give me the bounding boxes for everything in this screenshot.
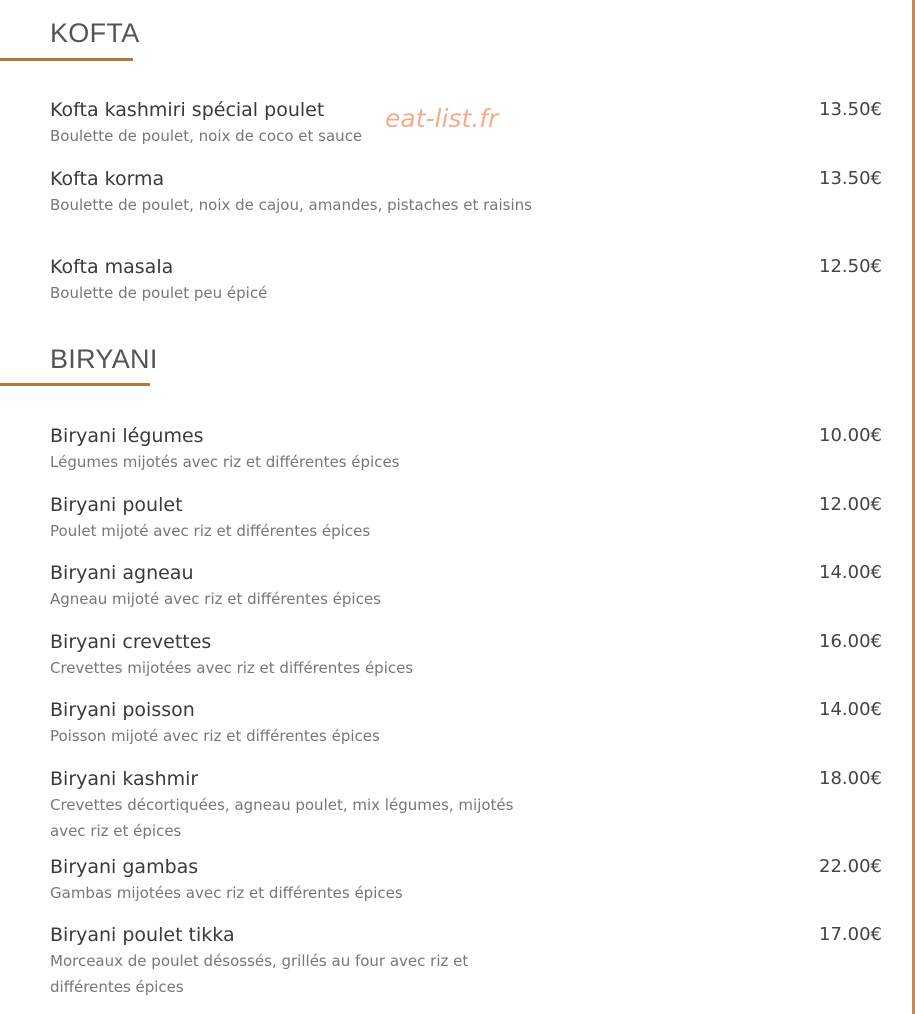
item-description: Boulette de poulet, noix de coco et sauce	[50, 127, 363, 145]
item-price: 17.00€	[819, 924, 882, 945]
item-name: Biryani kashmir	[50, 768, 199, 790]
item-price: 10.00€	[819, 425, 882, 446]
section-underline	[0, 383, 150, 386]
item-name: Biryani crevettes	[50, 631, 212, 653]
item-description: Poisson mijoté avec riz et différentes épices	[50, 727, 380, 745]
item-price: 13.50€	[819, 99, 882, 120]
item-price: 14.00€	[819, 699, 882, 720]
item-description: Boulette de poulet peu épicé	[50, 284, 268, 302]
item-price: 14.00€	[819, 562, 882, 583]
section-biryani	[0, 343, 915, 1008]
item-name: Biryani agneau	[50, 562, 194, 584]
item-name: Kofta masala	[50, 256, 174, 278]
item-description: Poulet mijoté avec riz et différentes épices	[50, 522, 371, 540]
item-name: Biryani poisson	[50, 699, 195, 721]
item-price: 12.50€	[819, 256, 882, 277]
item-name: Biryani légumes	[50, 425, 204, 447]
section-underline	[0, 58, 133, 61]
section-title: BIRYANI	[50, 344, 158, 374]
item-description: Crevettes décortiquées, agneau poulet, mix légumes, mijotés avec riz et épices	[50, 796, 514, 840]
item-price: 22.00€	[819, 856, 882, 877]
item-price: 18.00€	[819, 768, 882, 789]
item-description: Crevettes mijotées avec riz et différentes épices	[50, 659, 414, 677]
item-name: Biryani poulet	[50, 494, 183, 516]
section-kofta	[0, 17, 915, 317]
item-price: 13.50€	[819, 168, 882, 189]
item-name: Biryani gambas	[50, 856, 199, 878]
item-description: Morceaux de poulet désossés, grillés au four avec riz et différentes épices	[50, 952, 469, 996]
item-description: Gambas mijotées avec riz et différentes épices	[50, 884, 403, 902]
item-description: Boulette de poulet, noix de cajou, amandes, pistaches et raisins	[50, 196, 532, 214]
item-name: Biryani poulet tikka	[50, 924, 235, 946]
item-price: 16.00€	[819, 631, 882, 652]
item-name: Kofta korma	[50, 168, 165, 190]
item-name: Kofta kashmiri spécial poulet	[50, 99, 325, 121]
item-description: Agneau mijoté avec riz et différentes épices	[50, 590, 381, 608]
watermark-logo: eat-list.fr	[385, 104, 499, 133]
section-title: KOFTA	[50, 18, 140, 48]
item-description: Légumes mijotés avec riz et différentes épices	[50, 453, 400, 471]
item-price: 12.00€	[819, 494, 882, 515]
